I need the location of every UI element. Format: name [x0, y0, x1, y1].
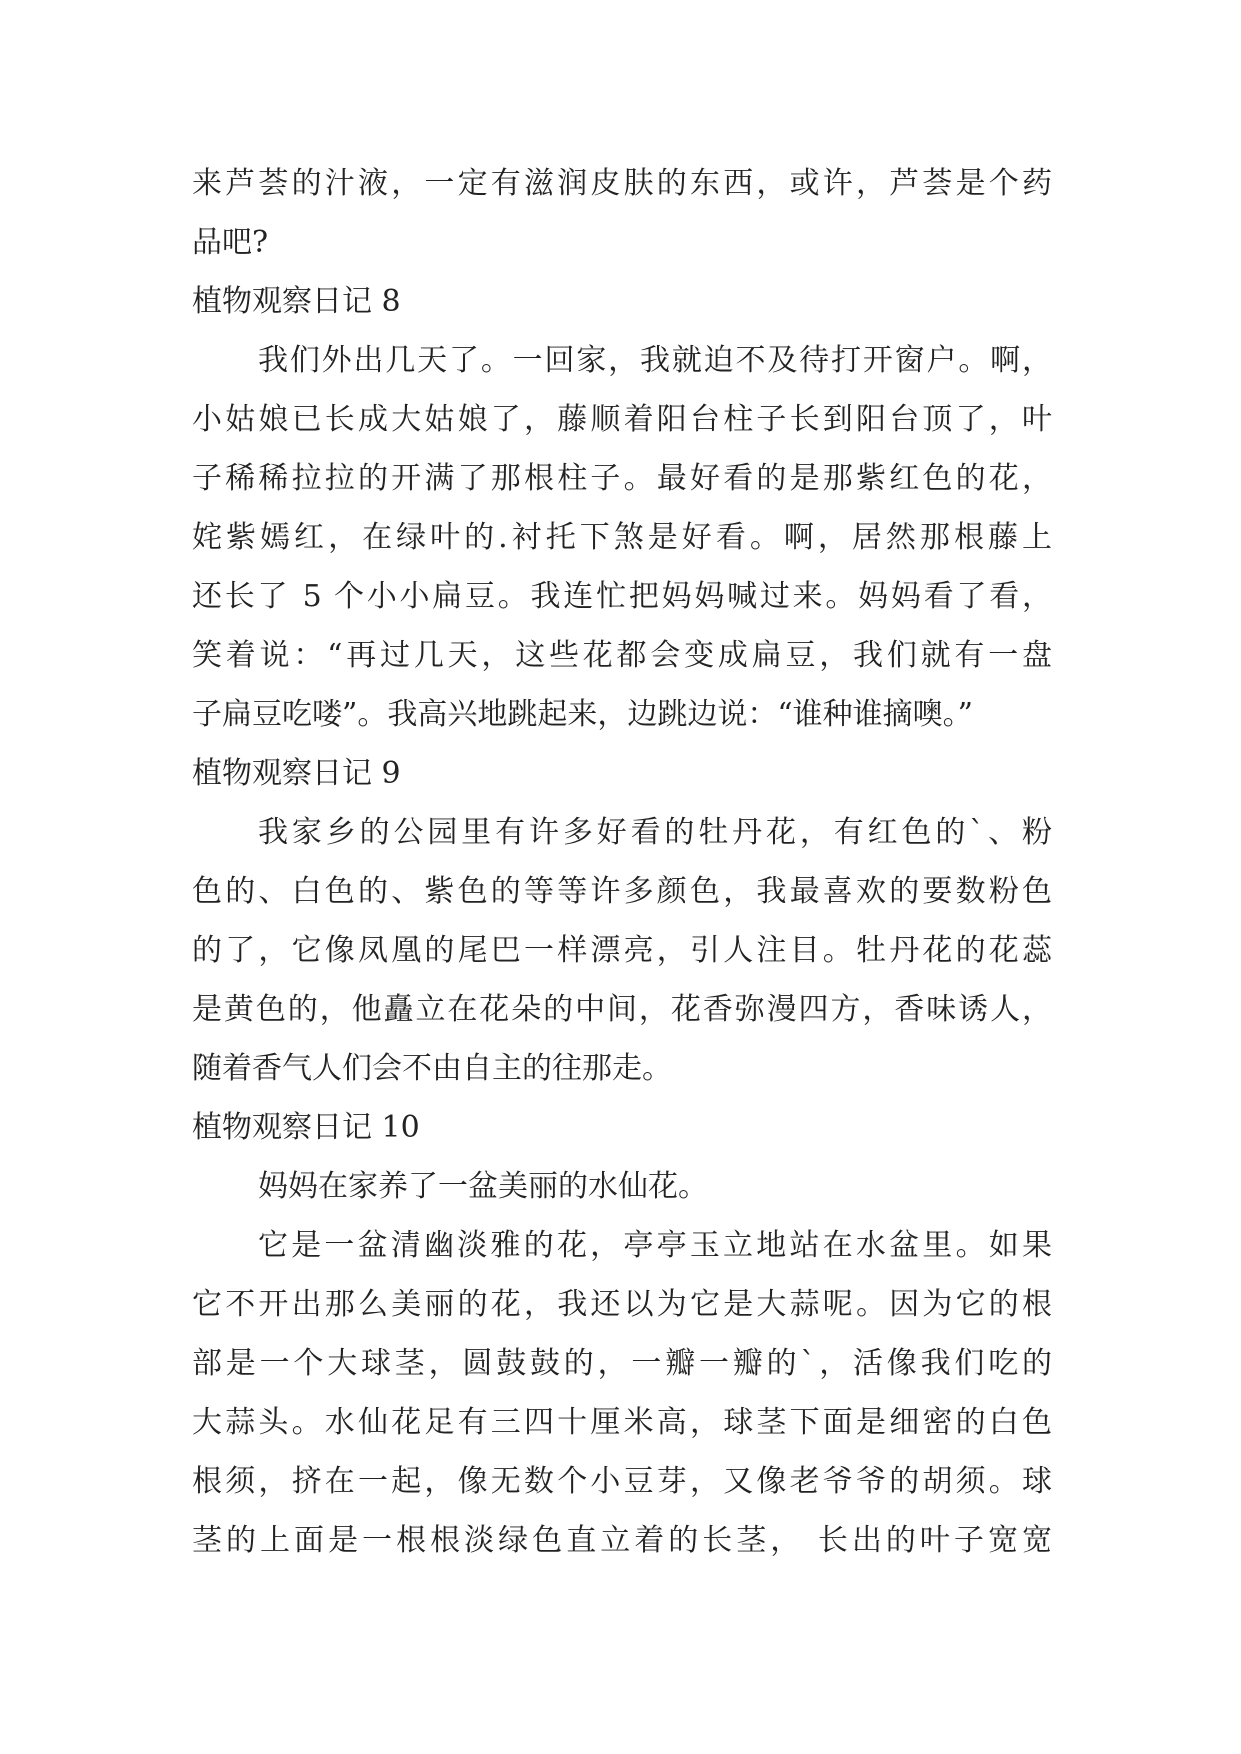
text-line: 妈妈在家养了一盆美丽的水仙花。 — [258, 1169, 708, 1204]
section-heading: 植物观察日记 10 — [192, 1110, 420, 1145]
text-line: 子稀稀拉拉的开满了那根柱子。最好看的是那紫红色的花， — [192, 461, 1052, 496]
text-line: 还长了 5 个小小扁豆。我连忙把妈妈喊过来。妈妈看了看， — [192, 579, 1052, 614]
text-line: 根须，挤在一起，像无数个小豆芽，又像老爷爷的胡须。球 — [192, 1464, 1052, 1499]
text-line: 品吧? — [192, 225, 269, 260]
paragraph — [192, 1216, 1052, 1570]
text-line: 它是一盆清幽淡雅的花，亭亭玉立地站在水盆里。如果 — [258, 1228, 1052, 1263]
paragraph — [192, 1157, 1052, 1216]
text-line: 我们外出几天了。一回家，我就迫不及待打开窗户。啊， — [258, 343, 1052, 378]
text-line: 茎的上面是一根根淡绿色直立着的长茎， 长出的叶子宽宽 — [192, 1523, 1052, 1558]
text-line: 随着香气人们会不由自主的往那走。 — [192, 1051, 672, 1086]
text-line: 姹紫嫣红，在绿叶的.衬托下煞是好看。啊，居然那根藤上 — [192, 520, 1052, 555]
paragraph — [192, 154, 1052, 272]
text-line: 色的、白色的、紫色的等等许多颜色，我最喜欢的要数粉色 — [192, 874, 1052, 909]
paragraph — [192, 803, 1052, 1098]
text-line: 小姑娘已长成大姑娘了，藤顺着阳台柱子长到阳台顶了，叶 — [192, 402, 1052, 437]
text-line: 的了，它像凤凰的尾巴一样漂亮，引人注目。牡丹花的花蕊 — [192, 933, 1052, 968]
text-line: 来芦荟的汁液，一定有滋润皮肤的东西，或许，芦荟是个药 — [192, 166, 1052, 201]
text-line: 是黄色的，他矗立在花朵的中间，花香弥漫四方，香味诱人， — [192, 992, 1052, 1027]
text-line: 部是一个大球茎，圆鼓鼓的，一瓣一瓣的`，活像我们吃的 — [192, 1346, 1052, 1381]
document-page — [192, 154, 1052, 1570]
paragraph — [192, 331, 1052, 744]
section-heading: 植物观察日记 8 — [192, 284, 401, 319]
text-line: 大蒜头。水仙花足有三四十厘米高，球茎下面是细密的白色 — [192, 1405, 1052, 1440]
text-line: 它不开出那么美丽的花，我还以为它是大蒜呢。因为它的根 — [192, 1287, 1052, 1322]
text-line: 笑着说：“再过几天，这些花都会变成扁豆，我们就有一盘 — [192, 638, 1052, 673]
text-line: 子扁豆吃喽”。我高兴地跳起来，边跳边说：“谁种谁摘噢。” — [192, 697, 974, 732]
text-line: 我家乡的公园里有许多好看的牡丹花，有红色的`、粉 — [258, 815, 1052, 850]
section-heading: 植物观察日记 9 — [192, 756, 401, 791]
